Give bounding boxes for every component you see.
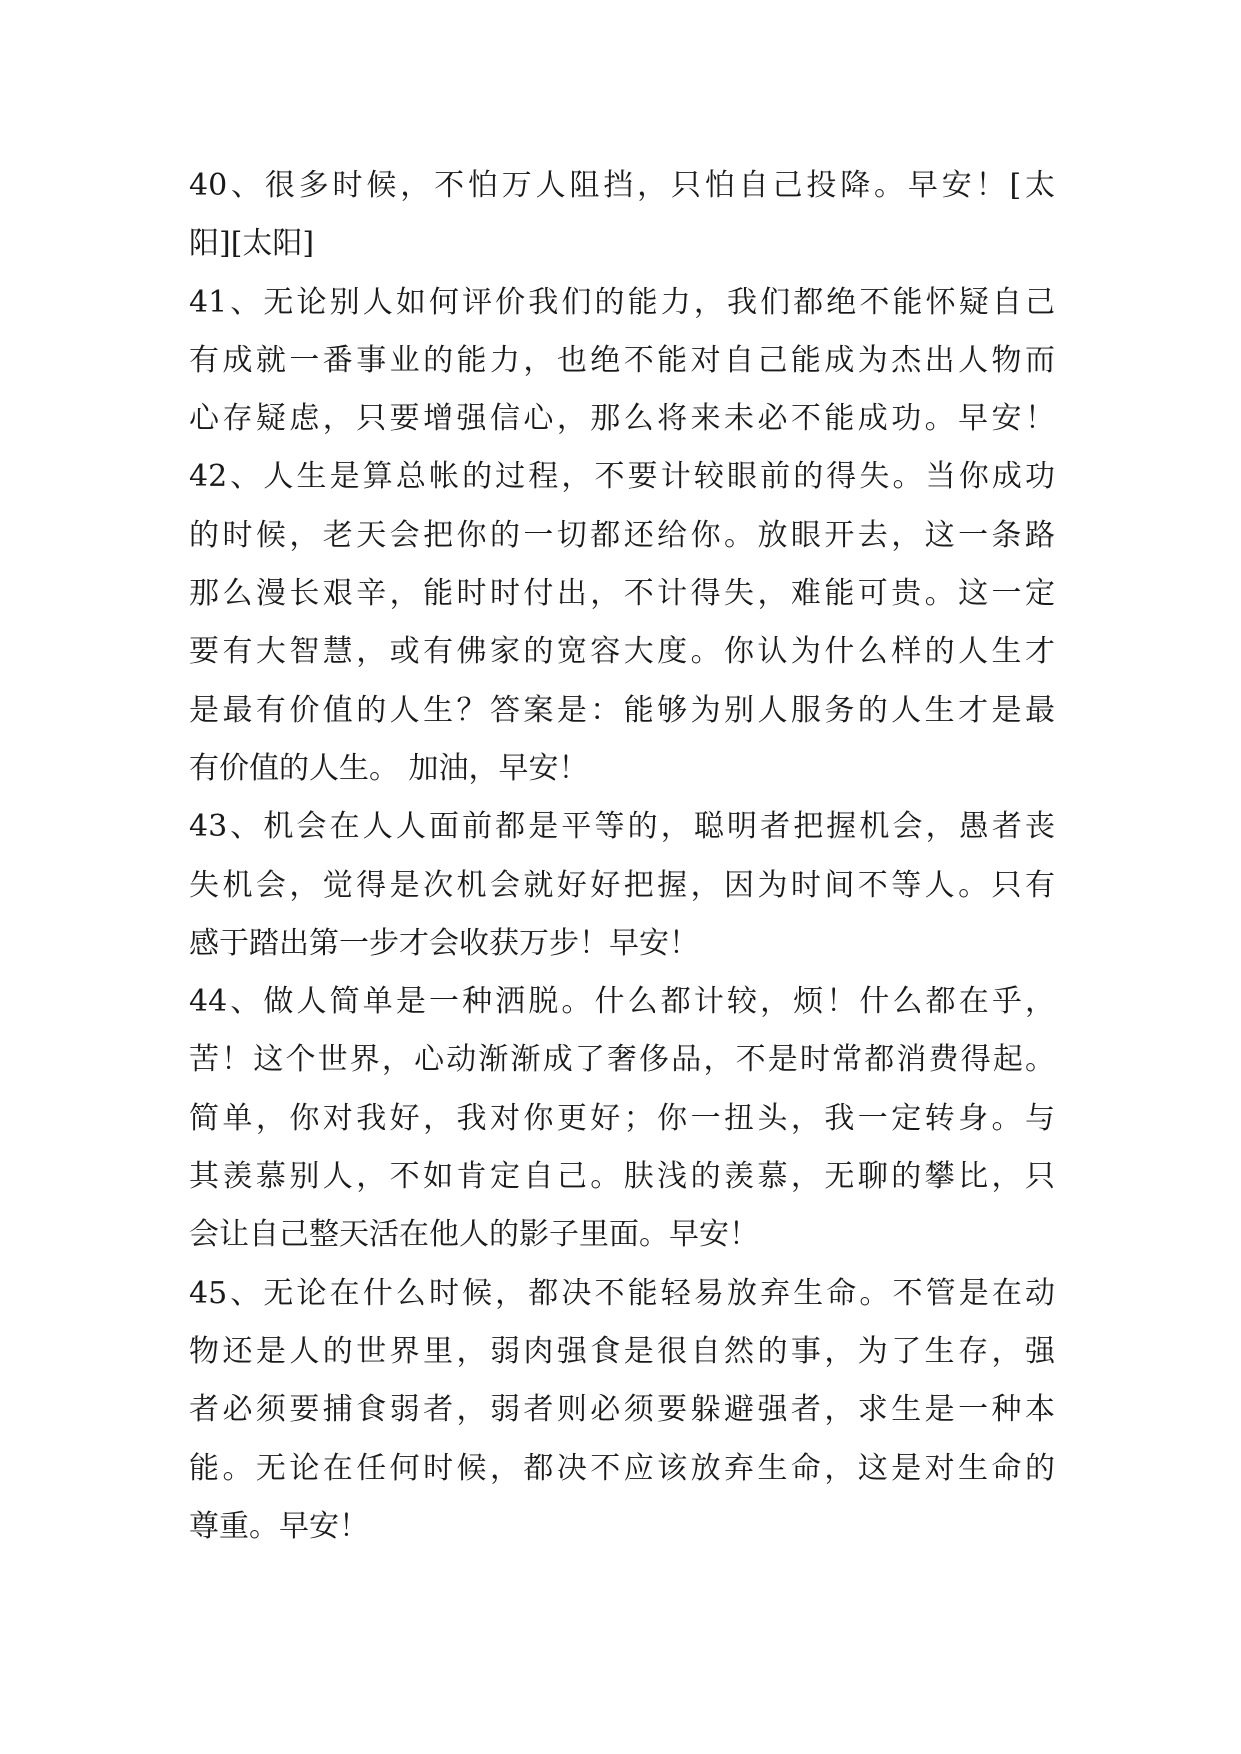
entry-40 [189, 157, 1055, 274]
text-line: 简单，你对我好，我对你更好；你一扭头，我一定转身。与 [189, 1100, 1055, 1136]
text-line: 物还是人的世界里，弱肉强食是很自然的事，为了生存，强 [189, 1333, 1055, 1369]
text-line: 要有大智慧，或有佛家的宽容大度。你认为什么样的人生才 [189, 634, 1055, 670]
text-line: 44、做人简单是一种洒脱。什么都计较，烦！什么都在乎， [189, 984, 1055, 1020]
text-line: 苦！这个世界，心动渐渐成了奢侈品，不是时常都消费得起。 [189, 1042, 1055, 1078]
text-line: 有价值的人生。 加油，早安！ [189, 750, 589, 786]
text-line: 的时候，老天会把你的一切都还给你。放眼开去，这一条路 [189, 517, 1055, 553]
text-line: 40、很多时候，不怕万人阻挡，只怕自己投降。早安！[太 [189, 168, 1055, 203]
text-line: 43、机会在人人面前都是平等的，聪明者把握机会，愚者丧 [189, 809, 1055, 845]
text-line: 心存疑虑，只要增强信心，那么将来未必不能成功。早安！ [189, 401, 1055, 437]
text-line: 能。无论在任何时候，都决不应该放弃生命，这是对生命的 [189, 1450, 1055, 1486]
text-line: 45、无论在什么时候，都决不能轻易放弃生命。不管是在动 [189, 1275, 1055, 1311]
document-body [189, 157, 1055, 1556]
entry-45 [189, 1265, 1055, 1556]
text-line: 感于踏出第一步才会收获万步！早安！ [189, 925, 699, 961]
text-line: 者必须要捕食弱者，弱者则必须要躲避强者，求生是一种本 [189, 1392, 1055, 1428]
text-line: 41、无论别人如何评价我们的能力，我们都绝不能怀疑自己 [189, 284, 1055, 320]
entry-44 [189, 973, 1055, 1264]
text-line: 那么漫长艰辛，能时时付出，不计得失，难能可贵。这一定 [189, 576, 1055, 612]
text-line: 失机会，觉得是次机会就好好把握，因为时间不等人。只有 [189, 867, 1055, 903]
entry-43 [189, 798, 1055, 973]
text-line: 阳][太阳] [189, 226, 315, 262]
text-line: 42、人生是算总帐的过程，不要计较眼前的得失。当你成功 [189, 459, 1055, 495]
text-line: 其羡慕别人，不如肯定自己。肤浅的羡慕，无聊的攀比，只 [189, 1159, 1055, 1195]
entry-42 [189, 448, 1055, 798]
text-line: 有成就一番事业的能力，也绝不能对自己能成为杰出人物而 [189, 342, 1055, 378]
entry-41 [189, 274, 1055, 449]
text-line: 会让自己整天活在他人的影子里面。早安！ [189, 1217, 759, 1253]
text-line: 尊重。早安！ [189, 1508, 369, 1544]
text-line: 是最有价值的人生？答案是：能够为别人服务的人生才是最 [189, 692, 1055, 728]
